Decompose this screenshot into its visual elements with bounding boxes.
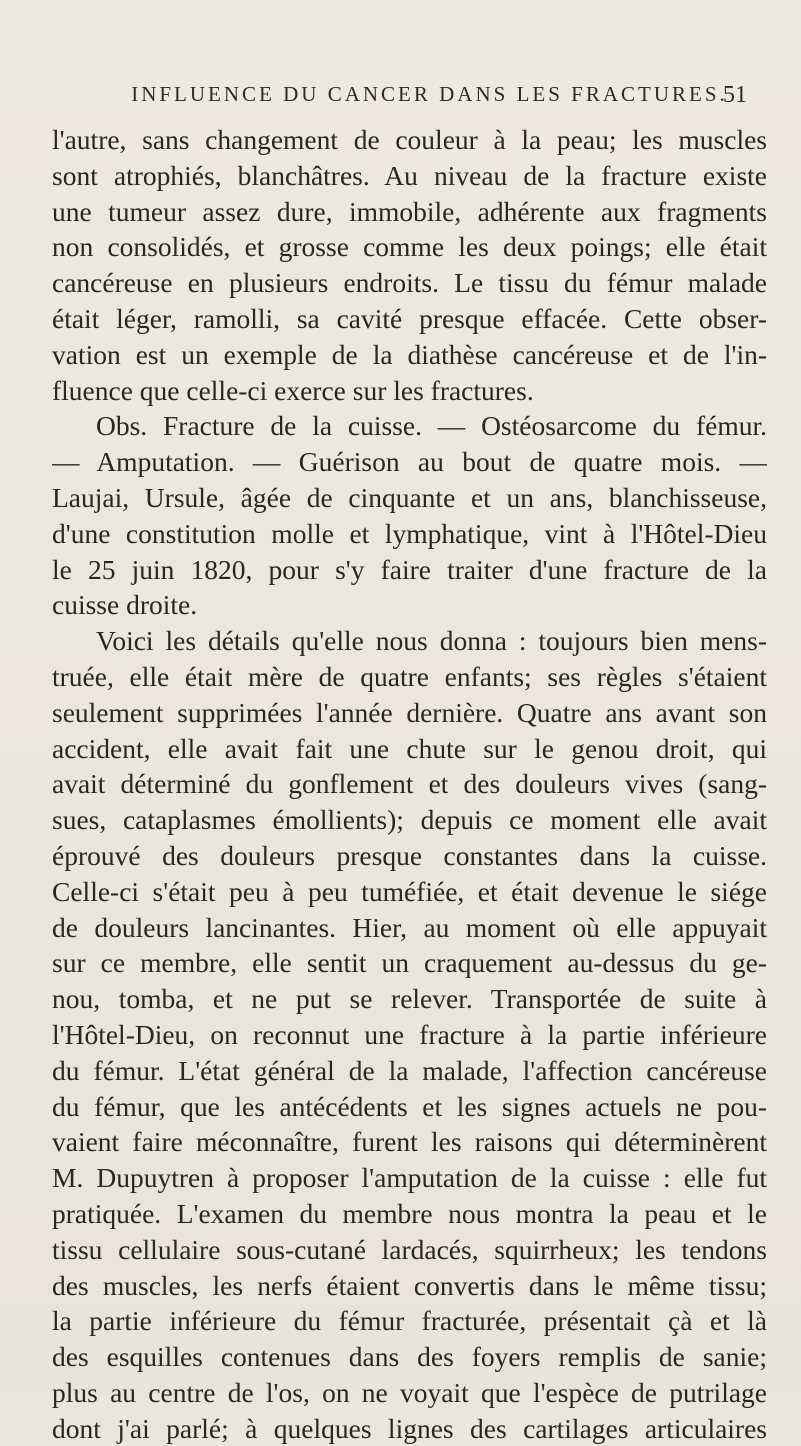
observation-heading: Obs. Fracture de la cuisse. — Ostéosarcome du fémur. <box>96 410 767 442</box>
text-line: le 25 juin 1820, pour s'y faire traiter d'une fracture de la <box>52 553 767 585</box>
text-line: une tumeur assez dure, immobile, adhérente aux fragments <box>52 195 767 227</box>
text-line: la partie inférieure du fémur fracturée, présentait çà et là <box>52 1305 767 1337</box>
text-line: était léger, ramolli, sa cavité presque effacée. Cette obser- <box>52 302 767 334</box>
text-line: sues, cataplasmes émollients); depuis ce moment elle avait <box>52 804 767 836</box>
text-line: Laujai, Ursule, âgée de cinquante et un ans, blanchisseuse, <box>52 481 767 513</box>
text-line: d'une constitution molle et lymphatique, vint à l'Hôtel-Dieu <box>52 517 767 549</box>
text-line: dont j'ai parlé; à quelques lignes des cartilages articulaires <box>52 1412 767 1444</box>
text-line: cuisse droite. <box>52 589 198 621</box>
text-line: seulement supprimées l'année dernière. Quatre ans avant son <box>52 696 767 728</box>
text-line: pratiquée. L'examen du membre nous montra la peau et le <box>52 1197 767 1229</box>
page-number: 51 <box>723 82 747 108</box>
text-line: Voici les détails qu'elle nous donna : toujours bien mens- <box>96 625 767 657</box>
text-line: sur ce membre, elle sentit un craquement au-dessus du ge- <box>52 947 767 979</box>
body-text <box>52 122 767 1446</box>
text-line: du fémur, que les antécédents et les signes actuels ne pou- <box>52 1090 767 1122</box>
text-line: truée, elle était mère de quatre enfants; ses règles s'étaient <box>52 660 767 692</box>
text-line: des esquilles contenues dans des foyers remplis de sanie; <box>52 1341 767 1373</box>
running-title: INFLUENCE DU CANCER DANS LES FRACTURES. <box>131 82 728 106</box>
text-line: M. Dupuytren à proposer l'amputation de la cuisse : elle fut <box>52 1162 767 1194</box>
text-line: du fémur. L'état général de la malade, l'affection cancéreuse <box>52 1054 767 1086</box>
text-line: cancéreuse en plusieurs endroits. Le tissu du fémur malade <box>52 267 767 299</box>
text-line: de douleurs lancinantes. Hier, au moment où elle appuyait <box>52 911 767 943</box>
text-line: l'Hôtel-Dieu, on reconnut une fracture à la partie inférieure <box>52 1018 767 1050</box>
text-line: fluence que celle-ci exerce sur les fractures. <box>52 374 534 406</box>
text-line: éprouvé des douleurs presque constantes dans la cuisse. <box>52 839 767 871</box>
observation-heading: — Amputation. — Guérison au bout de quatre mois. — <box>52 446 767 478</box>
text-line: vation est un exemple de la diathèse cancéreuse et de l'in- <box>52 338 767 370</box>
text-line: avait déterminé du gonflement et des douleurs vives (sang- <box>52 768 767 800</box>
text-line: vaient faire méconnaître, furent les raisons qui déterminèrent <box>52 1126 767 1158</box>
text-line: plus au centre de l'os, on ne voyait que l'espèce de putrilage <box>52 1376 767 1408</box>
text-line: tissu cellulaire sous-cutané lardacés, squirrheux; les tendons <box>52 1233 767 1265</box>
text-line: Celle-ci s'était peu à peu tuméfiée, et était devenue le siége <box>52 875 767 907</box>
text-line: nou, tomba, et ne put se relever. Transportée de suite à <box>52 983 767 1015</box>
text-line: des muscles, les nerfs étaient convertis dans le même tissu; <box>52 1269 767 1301</box>
text-line: sont atrophiés, blanchâtres. Au niveau de la fracture existe <box>52 159 767 191</box>
text-line: non consolidés, et grosse comme les deux poings; elle était <box>52 231 767 263</box>
text-line: accident, elle avait fait une chute sur le genou droit, qui <box>52 732 767 764</box>
text-line: l'autre, sans changement de couleur à la peau; les muscles <box>52 124 767 155</box>
running-head <box>52 82 767 116</box>
